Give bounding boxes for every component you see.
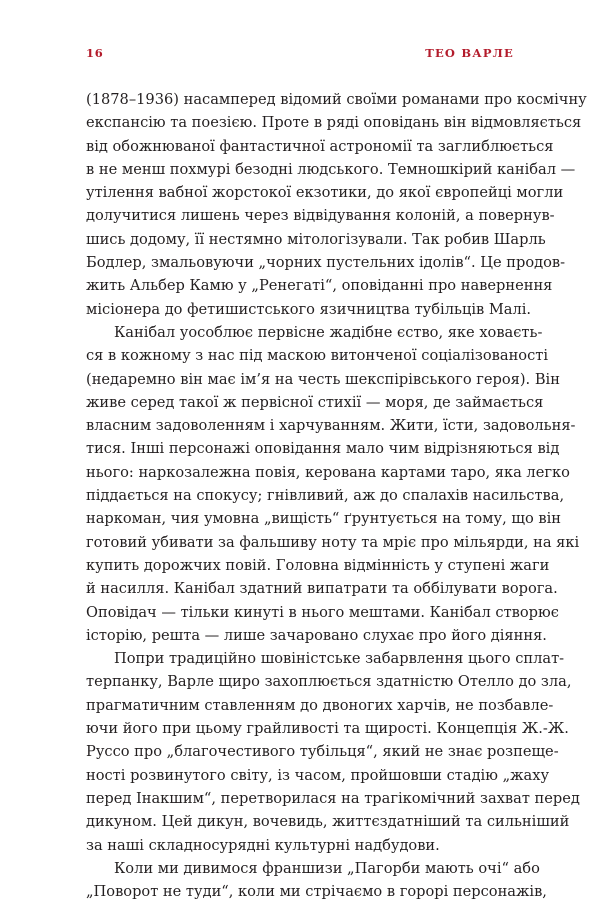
text-line: від обожнюваної фантастичної астрономії та заглиблюється — [86, 137, 554, 155]
page-number: 16 — [86, 46, 104, 60]
text-line: прагматичним ставленням до двоногих харчів, не позбавле- — [86, 696, 554, 714]
running-title: ТЕО ВАРЛЕ — [425, 46, 514, 60]
text-line: ності розвинутого світу, із часом, пройшовши стадію „жаху — [86, 766, 550, 784]
text-line: готовий убивати за фальшиву ноту та мріє про мільярди, на які — [86, 533, 580, 551]
text-line: історію, решта — лише зачаровано слухає про його діяння. — [86, 626, 547, 644]
text-line: долучитися лишень через відвідування колоній, а повернув- — [86, 207, 555, 225]
text-line: Оповідач — тільки кинуті в нього мештами. Канібал створює — [86, 603, 559, 621]
text-line: місіонера до фетишистського язичництва тубільців Малі. — [86, 300, 532, 318]
text-line: власним задоволенням і харчуванням. Жити, їсти, задовольня- — [86, 417, 576, 435]
text-line: в не менш похмурі безодні людського. Темношкірий канібал — — [86, 160, 576, 178]
text-line: експансію та поезією. Проте в ряді оповідань він відмовляється — [86, 114, 582, 132]
text-line: (недаремно він має ім’я на честь шекспірівського героя). Він — [86, 370, 560, 388]
body-text — [86, 88, 587, 903]
text-line: Канібал уособлює первісне жадібне єство, яке ховаєть- — [114, 323, 543, 341]
text-line: тися. Інші персонажі оповідання мало чим відрізняються від — [86, 440, 560, 458]
text-line: за наші складносурядні культурні надбудови. — [86, 836, 440, 854]
text-line: Бодлер, змальовуючи „чорних пустельних ідолів“. Це продов- — [86, 254, 566, 272]
text-line: шись додому, її нестямно мітологізували. Так робив Шарль — [86, 230, 546, 248]
text-line: утілення вабної жорстокої екзотики, до якої європейці могли — [86, 184, 564, 202]
text-line: „Поворот не туди“, коли ми стрічаємо в горорі персонажів, — [86, 883, 547, 901]
text-line: ючи його при цьому грайливості та щирості. Концепція Ж.-Ж. — [86, 720, 569, 738]
paragraph-4 — [86, 857, 547, 903]
paragraph-1 — [86, 88, 587, 321]
text-line: Попри традиційно шовіністське забарвлення цього сплат- — [114, 650, 565, 668]
running-head — [86, 46, 514, 64]
text-line: Коли ми дивимося франшизи „Пагорби мають очі“ або — [114, 859, 540, 877]
text-line: наркоман, чия умовна „вищість“ ґрунтується на тому, що він — [86, 510, 561, 528]
paragraph-3 — [86, 647, 580, 857]
text-line: ся в кожному з нас під маскою витонченої соціалізованості — [86, 347, 549, 365]
text-line: (1878–1936) насамперед відомий своїми романами про космічну — [86, 91, 587, 108]
text-line: купить дорожчих повій. Головна відмінність у ступені жаги — [86, 556, 550, 574]
text-line: жить Альбер Камю у „Ренегаті“, оповіданні про навернення — [86, 277, 553, 295]
text-line: терпанку, Варле щиро захоплюється здатністю Отелло до зла, — [86, 673, 572, 691]
text-line: й насилля. Канібал здатний випатрати та оббілувати ворога. — [86, 580, 558, 598]
text-line: живе серед такої ж первісної стихії — моря, де займається — [86, 393, 544, 411]
text-line: піддається на спокусу; гнівливий, аж до спалахів насильства, — [86, 487, 565, 505]
text-line: нього: наркозалежна повія, керована картами таро, яка легко — [86, 463, 570, 481]
text-line: дикуном. Цей дикун, вочевидь, життєздатніший та сильніший — [86, 813, 570, 831]
paragraph-2 — [86, 321, 580, 647]
text-line: Руссо про „благочестивого тубільця“, який не знає розпеще- — [86, 743, 559, 761]
text-line: перед Інакшим“, перетворилася на трагікомічний захват перед — [86, 789, 580, 807]
